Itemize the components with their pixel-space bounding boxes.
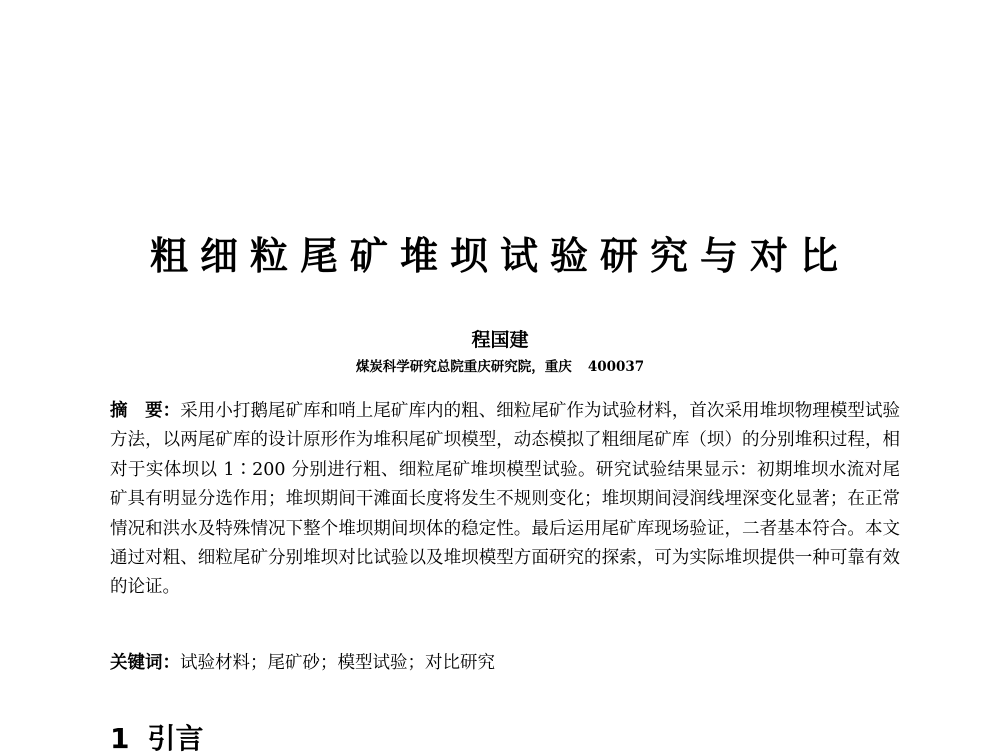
keywords-text: 试验材料；尾矿砂；模型试验；对比研究 — [180, 653, 495, 673]
affiliation-postcode: 400037 — [587, 359, 645, 375]
keywords-line — [110, 650, 900, 676]
abstract-paragraph — [110, 397, 900, 603]
affiliation-text: 煤炭科学研究总院重庆研究院，重庆 — [355, 359, 572, 375]
affiliation-line — [0, 357, 1000, 377]
abstract-text: 采用小打鹅尾矿库和哨上尾矿库内的粗、细粒尾矿作为试验材料，首次采用堆坝物理模型试验方法，以两尾矿库的设计原形作为堆积尾矿坝模型，动态模拟了粗细尾矿库（坝）的分别堆积过程，相对于实体坝以 1∶200 分别进行粗、细粒尾矿堆坝模型试验。研究试验结果显示：初期堆坝水流对尾矿具有明显分选作用；堆坝期间干滩面长度将发生不规则变化；堆坝期间浸润线埋深变化显著；在正常情况和洪水及特殊情况下整个堆坝期间坝体的稳定性。最后运用尾矿库现场验证，二者基本符合。本文通过对粗、细粒尾矿分别堆坝对比试验以及堆坝模型方面研究的探索，可为实际堆坝提供一种可靠有效的论证。 — [110, 401, 901, 598]
section-number: 1 — [110, 722, 130, 755]
keywords-label: 关键词： — [110, 653, 180, 673]
section-title: 引言 — [147, 722, 204, 755]
section-heading — [110, 722, 204, 756]
author-name: 程国建 — [471, 329, 529, 351]
abstract-label: 摘 要： — [110, 401, 181, 421]
paper-title: 粗细粒尾矿堆坝试验研究与对比 — [149, 234, 850, 278]
